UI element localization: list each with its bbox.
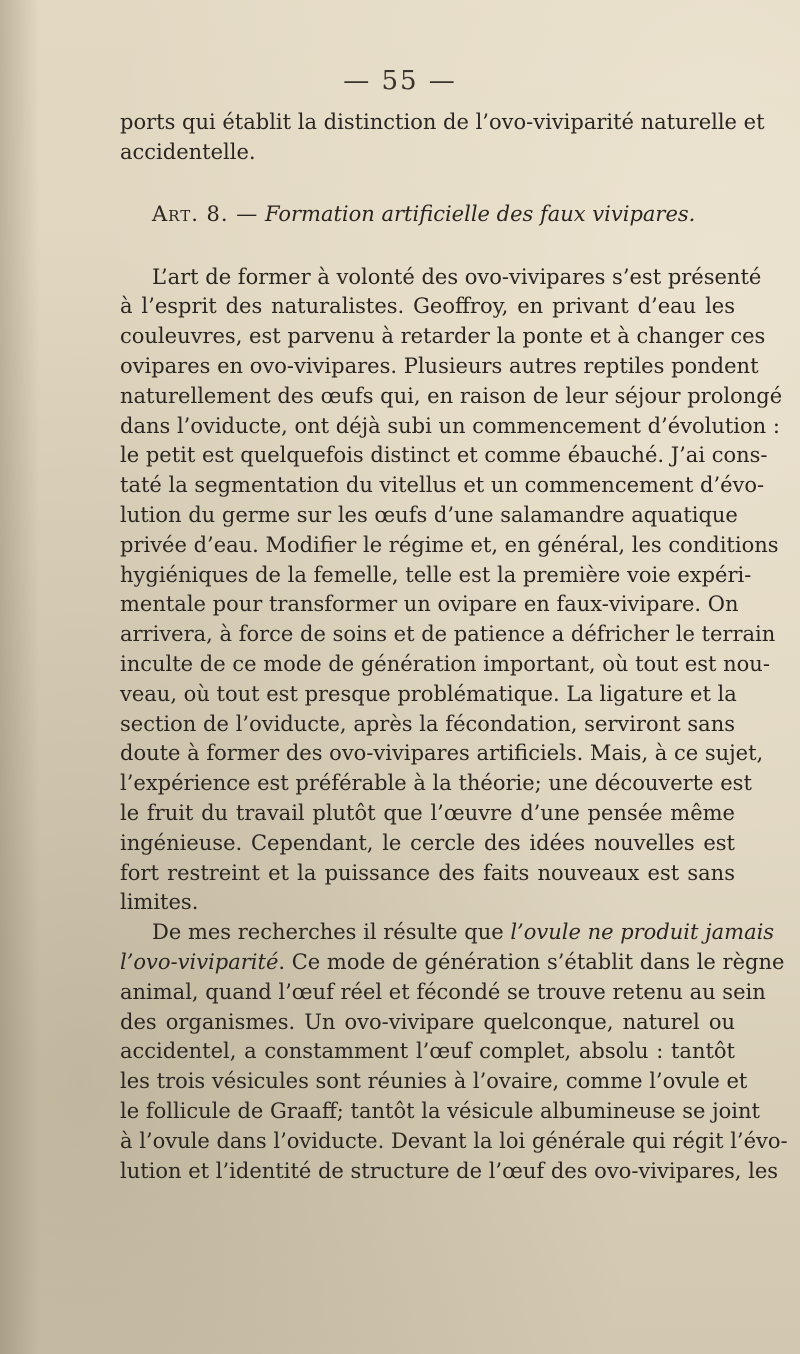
text-line: accidentelle.: [120, 139, 256, 164]
text-line: limites.: [120, 890, 199, 915]
text-line: ports qui établit la distinction de l’ovo-viviparité naturelle et: [120, 110, 765, 134]
text-line: mentale pour transformer un ovipare en faux-vivipare. On: [120, 592, 739, 617]
text-line: doute à former des ovo-vivipares artificiels. Mais, à ce sujet,: [120, 741, 764, 766]
paragraph: [120, 918, 788, 1186]
page-text: [120, 108, 788, 1186]
text-run: . Ce mode de génération s’établit dans le règne: [278, 949, 785, 974]
text-line: accidentel, a constamment l’œuf complet, absolu : tantôt: [120, 1039, 735, 1064]
text-line: privée d’eau. Modifier le régime et, en général, les conditions: [120, 532, 779, 557]
text-line: fort restreint et la puissance des faits nouveaux est sans: [120, 860, 735, 885]
text-line: le follicule de Graaff; tantôt la vésicule albumineuse se joint: [120, 1098, 760, 1123]
text-line: l’expérience est préférable à la théorie; une découverte est: [120, 771, 752, 796]
text-run: De mes recherches il résulte que: [152, 920, 511, 945]
page-number: — 55 —: [343, 66, 457, 96]
text-line: couleuvres, est parvenu à retarder la ponte et à changer ces: [120, 324, 766, 349]
text-line: hygiéniques de la femelle, telle est la première voie expéri-: [120, 562, 752, 587]
text-line: à l’ovule dans l’oviducte. Devant la loi générale qui régit l’évo-: [120, 1128, 788, 1153]
text-line: naturellement des œufs qui, en raison de leur séjour prolongé: [120, 383, 783, 408]
section-title: Formation artificielle des faux vivipares.: [264, 201, 696, 226]
text-line: section de l’oviducte, après la fécondation, serviront sans: [120, 711, 735, 736]
text-line: des organismes. Un ovo-vivipare quelconque, naturel ou: [120, 1009, 735, 1034]
text-line: lution et l’identité de structure de l’œuf des ovo-vivipares, les: [120, 1158, 779, 1183]
text-line: [120, 918, 775, 948]
text-line: L’art de former à volonté des ovo-vivipares s’est présenté: [152, 264, 762, 289]
text-line: ovipares en ovo-vivipares. Plusieurs autres reptiles pondent: [120, 353, 759, 378]
section-heading: [120, 199, 735, 229]
text-line: à l’esprit des naturalistes. Geoffroy, en privant d’eau les: [120, 294, 735, 319]
text-line: taté la segmentation du vitellus et un commencement d’évo-: [120, 473, 765, 498]
text-line: [120, 948, 785, 978]
text-line: le fruit du travail plutôt que l’œuvre d’une pensée même: [120, 800, 735, 825]
page-gutter-shadow: [0, 0, 40, 1354]
emphasis-text: l’ovo-viviparité: [120, 949, 279, 974]
text-line: lution du germe sur les œufs d’une salamandre aquatique: [120, 502, 738, 527]
text-line: ingénieuse. Cependant, le cercle des idées nouvelles est: [120, 830, 735, 855]
text-line: animal, quand l’œuf réel et fécondé se trouve retenu au sein: [120, 979, 766, 1004]
text-line: arrivera, à force de soins et de patience a défricher le terrain: [120, 622, 776, 647]
text-line: les trois vésicules sont réunies à l’ovaire, comme l’ovule et: [120, 1069, 748, 1094]
text-line: dans l’oviducte, ont déjà subi un commencement d’évolution :: [120, 413, 780, 438]
text-line: le petit est quelquefois distinct et comme ébauché. J’ai cons-: [120, 443, 768, 468]
text-line: inculte de ce mode de génération important, où tout est nou-: [120, 651, 770, 676]
emphasis-text: l’ovule ne produit jamais: [510, 920, 775, 945]
text-line: veau, où tout est presque problématique. La ligature et la: [120, 681, 737, 706]
article-number: Art. 8. —: [152, 201, 259, 226]
paragraph: [120, 263, 783, 919]
